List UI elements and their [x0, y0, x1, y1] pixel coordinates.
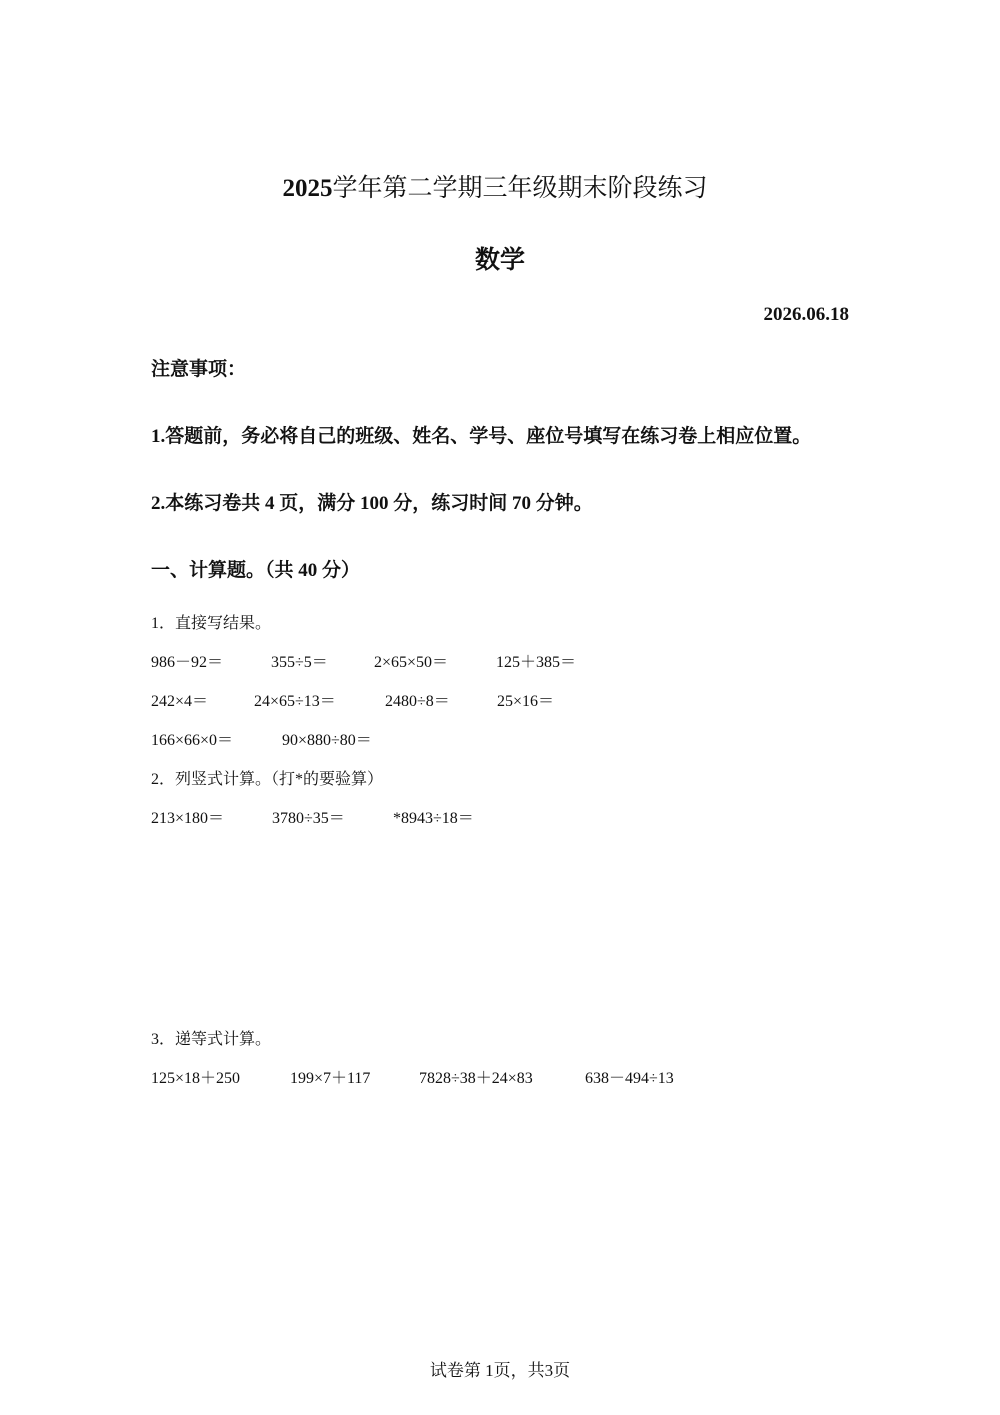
section-1-heading: 一、计算题。（共 40 分） — [151, 560, 361, 581]
problem: 2480÷8＝ — [385, 693, 450, 710]
problem: 3780÷35＝ — [272, 810, 345, 827]
problem: *8943÷18＝ — [393, 810, 474, 827]
subject-title: 数学 — [474, 247, 525, 274]
problem: 24×65÷13＝ — [254, 693, 336, 710]
notice-heading: 注意事项： — [151, 359, 247, 380]
exam-title-text: 学年第二学期三年级期末阶段练习 — [332, 175, 708, 202]
exam-date: 2026.06.18 — [763, 304, 849, 325]
question-2-label: 2．列竖式计算。（打*的要验算） — [151, 771, 384, 788]
exam-year: 2025 — [282, 175, 333, 202]
question-1-row-1 — [151, 649, 576, 672]
problem: 125×18＋250 — [151, 1070, 241, 1087]
notice-item-1: 1.答题前，务必将自己的班级、姓名、学号、座位号填写在练习卷上相应位置。 — [151, 426, 812, 447]
question-1-row-2 — [151, 688, 554, 711]
problem: 638－494÷13 — [585, 1070, 674, 1087]
problem: 355÷5＝ — [271, 654, 328, 671]
problem: 199×7＋117 — [290, 1070, 371, 1087]
question-3-row — [151, 1065, 674, 1088]
notice-item-2: 2.本练习卷共 4 页，满分 100 分，练习时间 70 分钟。 — [151, 493, 593, 514]
problem: 242×4＝ — [151, 693, 209, 710]
question-2-row — [151, 805, 474, 828]
question-1-label: 1．直接写结果。 — [151, 615, 272, 632]
problem: 90×880÷80＝ — [282, 732, 372, 749]
problem: 125＋385＝ — [496, 654, 577, 671]
question-3-label: 3．递等式计算。 — [151, 1031, 272, 1048]
exam-title — [0, 168, 990, 204]
problem: 986－92＝ — [151, 654, 224, 671]
problem: 25×16＝ — [497, 693, 555, 710]
problem: 7828÷38＋24×83 — [419, 1070, 533, 1087]
question-1-row-3 — [151, 727, 372, 750]
problem: 213×180＝ — [151, 810, 225, 827]
problem: 2×65×50＝ — [374, 654, 449, 671]
page-footer: 试卷第 1页，共3页 — [429, 1361, 571, 1380]
problem: 166×66×0＝ — [151, 732, 234, 749]
